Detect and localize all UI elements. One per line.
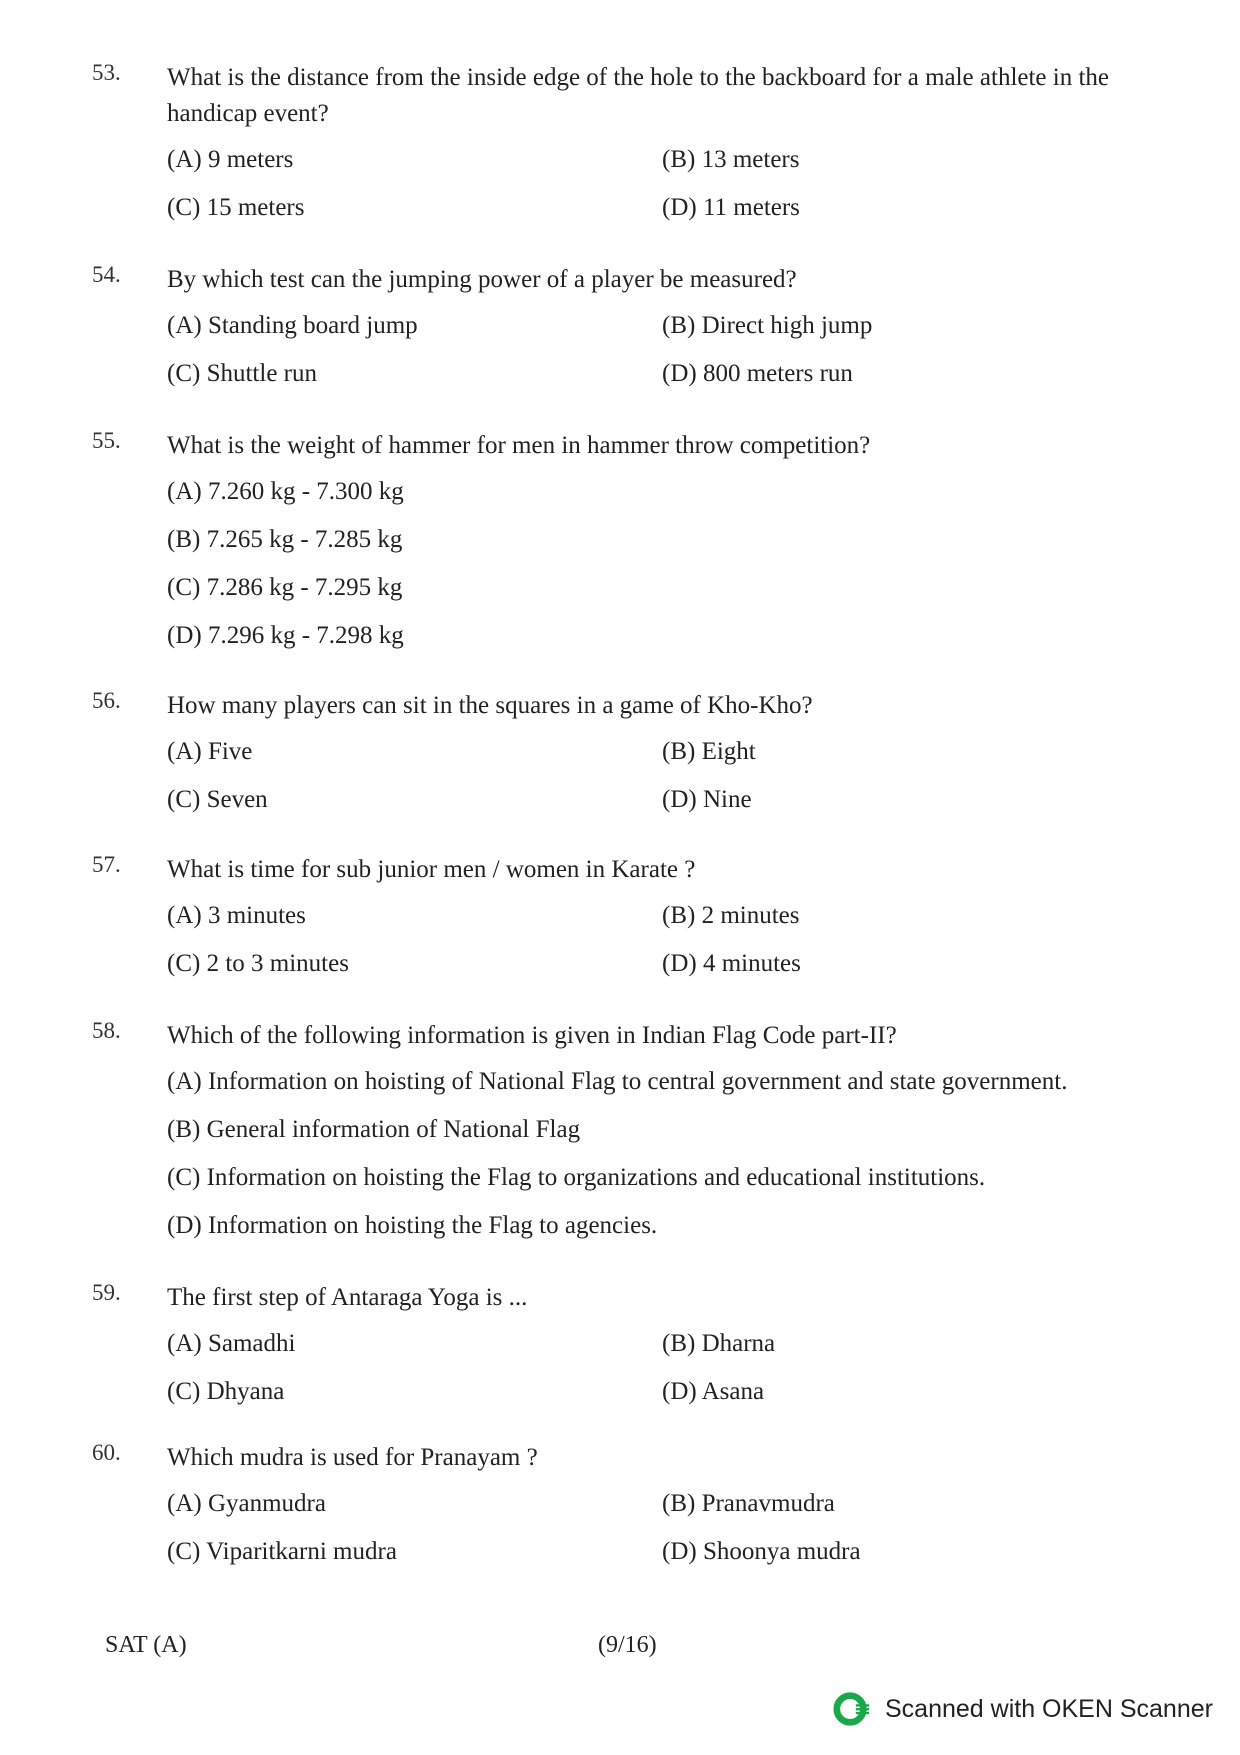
option-d[interactable]: (D) 4 minutes [662,950,801,977]
question-56 [92,688,1152,818]
question-text: By which test can the jumping power of a player be measured? [167,266,797,293]
option-c[interactable]: (C) 7.286 kg - 7.295 kg [167,574,403,601]
option-a[interactable]: (A) Information on hoisting of National Flag to central government and state government. [167,1068,1068,1095]
question-53 [92,60,1152,226]
options [167,1064,1152,1244]
option-c[interactable]: (C) Information on hoisting the Flag to organizations and educational institutions. [167,1164,986,1191]
question-60 [92,1440,1152,1570]
option-c[interactable]: (C) Dhyana [167,1378,285,1405]
question-58 [92,1018,1152,1244]
question-number: 58. [92,1018,121,1043]
option-b[interactable]: (B) General information of National Flag [167,1116,581,1143]
option-c[interactable]: (C) Seven [167,786,268,813]
option-c[interactable]: (C) 15 meters [167,194,305,221]
watermark-text: Scanned with OKEN Scanner [885,1694,1213,1723]
option-d[interactable]: (D) Nine [662,786,752,813]
question-number: 60. [92,1440,121,1465]
option-d[interactable]: (D) 7.296 kg - 7.298 kg [167,622,404,649]
option-b[interactable]: (B) Pranavmudra [662,1490,835,1517]
option-b[interactable]: (B) 7.265 kg - 7.285 kg [167,526,403,553]
option-b[interactable]: (B) Dharna [662,1330,776,1357]
scanner-watermark [833,1690,1213,1728]
option-a[interactable]: (A) Standing board jump [167,312,418,339]
question-text: What is the distance from the inside edge of the hole to the backboard for a male athlete in the handicap event? [167,64,1110,127]
question-text: What is time for sub junior men / women in Karate ? [167,856,696,883]
option-b[interactable]: (B) 2 minutes [662,902,800,929]
option-b[interactable]: (B) Direct high jump [662,312,873,339]
question-number: 59. [92,1280,121,1305]
question-text: What is the weight of hammer for men in hammer throw competition? [167,432,871,459]
paper-code: SAT (A) [105,1632,187,1658]
question-55 [92,428,1152,654]
options [167,474,1152,654]
options [167,142,1152,226]
question-text: The first step of Antaraga Yoga is ... [167,1284,528,1311]
question-number: 54. [92,262,121,287]
option-d[interactable]: (D) Asana [662,1378,765,1405]
option-a[interactable]: (A) 7.260 kg - 7.300 kg [167,478,404,505]
question-54 [92,262,1152,392]
option-c[interactable]: (C) Viparitkarni mudra [167,1538,397,1565]
question-text: Which of the following information is given in Indian Flag Code part-II? [167,1022,897,1049]
option-b[interactable]: (B) Eight [662,738,756,765]
options [167,308,1152,392]
question-number: 53. [92,60,121,85]
page-number: (9/16) [598,1632,657,1658]
options [167,734,1152,818]
question-number: 56. [92,688,121,713]
oken-scanner-logo-icon [833,1690,871,1728]
option-a[interactable]: (A) 9 meters [167,146,294,173]
option-d[interactable]: (D) 800 meters run [662,360,853,387]
option-d[interactable]: (D) Shoonya mudra [662,1538,861,1565]
question-text: Which mudra is used for Pranayam ? [167,1444,538,1471]
question-57 [92,852,1152,982]
option-a[interactable]: (A) Samadhi [167,1330,296,1357]
option-a[interactable]: (A) 3 minutes [167,902,306,929]
option-d[interactable]: (D) Information on hoisting the Flag to agencies. [167,1212,658,1239]
question-59 [92,1280,1152,1410]
question-number: 57. [92,852,121,877]
option-d[interactable]: (D) 11 meters [662,194,800,221]
option-b[interactable]: (B) 13 meters [662,146,800,173]
options [167,1486,1152,1570]
option-c[interactable]: (C) 2 to 3 minutes [167,950,349,977]
option-a[interactable]: (A) Gyanmudra [167,1490,326,1517]
question-text: How many players can sit in the squares in a game of Kho-Kho? [167,692,813,719]
option-c[interactable]: (C) Shuttle run [167,360,317,387]
question-number: 55. [92,428,121,453]
options [167,1326,1152,1410]
options [167,898,1152,982]
option-a[interactable]: (A) Five [167,738,253,765]
